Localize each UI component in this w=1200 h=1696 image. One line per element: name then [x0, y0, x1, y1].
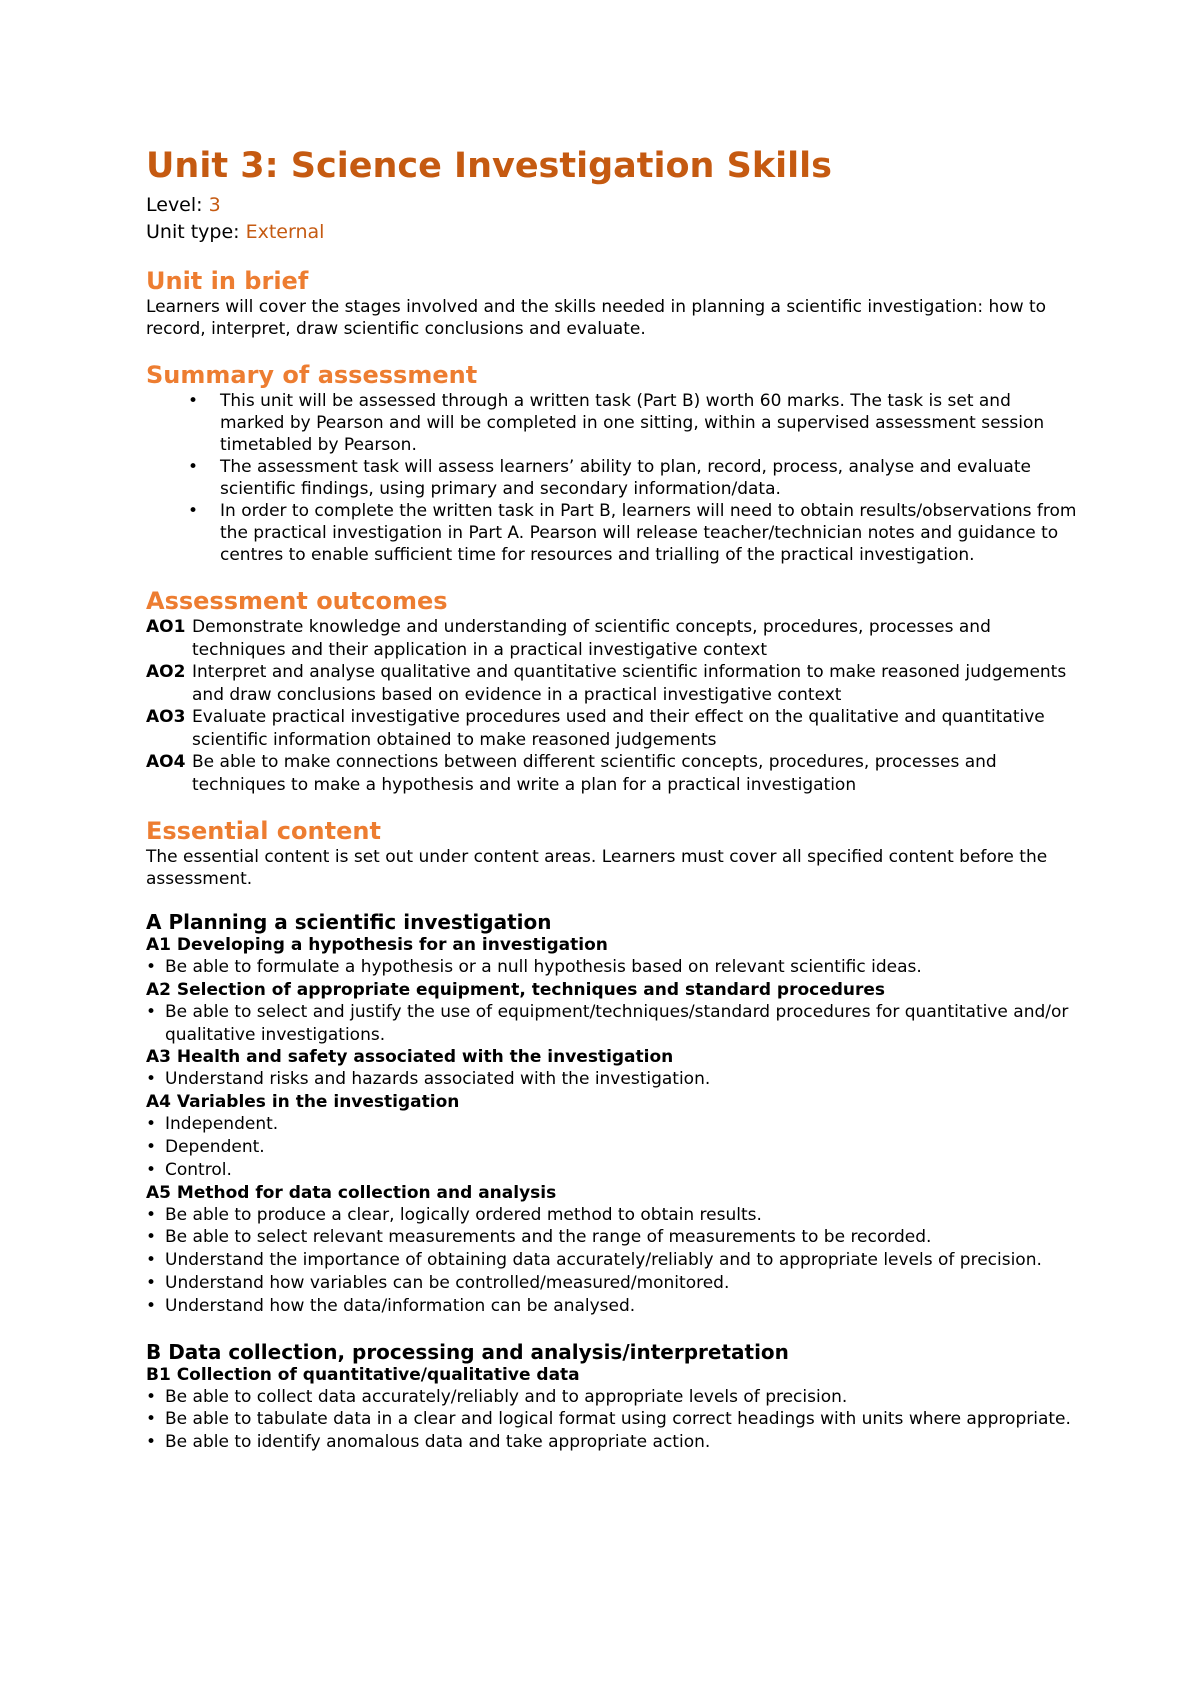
assessment-outcomes-list [146, 616, 1080, 796]
list-item: • Be able to collect data accurately/reliably and to appropriate levels of precision. [165, 1386, 1080, 1409]
essential-content-heading: Essential content [146, 817, 381, 845]
outcome-code: AO2 [146, 662, 186, 682]
list-item: • Understand how variables can be controlled/measured/monitored. [165, 1272, 1080, 1295]
level-label: Level: [146, 194, 203, 216]
a2-list [146, 1001, 1080, 1047]
unit-level [146, 192, 1080, 219]
unit-title: Unit 3: Science Investigation Skills [146, 146, 832, 186]
a4-title: A4 Variables in the investigation [146, 1092, 460, 1113]
outcome-code: AO1 [146, 617, 186, 637]
summary-of-assessment-heading: Summary of assessment [146, 361, 478, 389]
unit-in-brief-heading: Unit in brief [146, 267, 309, 295]
b1-list [146, 1386, 1080, 1454]
a4-list [146, 1113, 1080, 1181]
outcome-text: Evaluate practical investigative procedures used and their effect on the qualitative and quantitative scientific information obtained to make reasoned judgements [192, 707, 1045, 750]
unit-type [146, 219, 1080, 246]
a1-title: A1 Developing a hypothesis for an investigation [146, 935, 608, 955]
outcome-row [146, 706, 1080, 751]
outcome-code: AO4 [146, 752, 186, 772]
list-item: • Be able to tabulate data in a clear and logical format using correct headings with units where appropriate. [165, 1408, 1080, 1431]
list-item: • Understand risks and hazards associated with the investigation. [165, 1068, 1080, 1091]
list-item: • Dependent. [165, 1136, 1080, 1159]
summary-item: • The assessment task will assess learners’ ability to plan, record, process, analyse and evaluate scientific findings, using primary and secondary information/data. [220, 456, 1080, 500]
a3-title: A3 Health and safety associated with the investigation [146, 1047, 674, 1068]
list-item: • Understand how the data/information can be analysed. [165, 1295, 1080, 1318]
b1-title: B1 Collection of quantitative/qualitative data [146, 1364, 580, 1385]
outcome-row [146, 751, 1080, 796]
a1-list [146, 956, 1080, 979]
a5-list [146, 1204, 1080, 1318]
section-b-title: B Data collection, processing and analysis/interpretation [146, 1339, 789, 1364]
type-value: External [245, 221, 325, 243]
list-item: • Be able to identify anomalous data and take appropriate action. [165, 1431, 1080, 1454]
outcome-text: Be able to make connections between different scientific concepts, procedures, processes and techniques to make a hypothesis and write a plan for a practical investigation [192, 752, 997, 795]
assessment-outcomes-heading: Assessment outcomes [146, 587, 448, 615]
list-item: • Independent. [165, 1113, 1080, 1136]
summary-item: • In order to complete the written task in Part B, learners will need to obtain results/observations from the practical investigation in Part A. Pearson will release teacher/technician notes and guidance to centres to enable sufficient time for resources and trialling of the practical investigation. [220, 500, 1080, 566]
outcome-text: Interpret and analyse qualitative and quantitative scientific information to make reasoned judgements and draw conclusions based on evidence in a practical investigative context [192, 662, 1067, 705]
list-item: • Understand the importance of obtaining data accurately/reliably and to appropriate levels of precision. [165, 1249, 1080, 1272]
level-value: 3 [208, 194, 221, 216]
outcome-row [146, 661, 1080, 706]
outcome-row [146, 616, 1080, 661]
essential-content-intro: The essential content is set out under content areas. Learners must cover all specified content before the assessment. [146, 847, 1048, 889]
outcome-code: AO3 [146, 707, 186, 727]
section-a-title: A Planning a scientific investigation [146, 910, 552, 934]
list-item: • Be able to select relevant measurements and the range of measurements to be recorded. [165, 1226, 1080, 1249]
unit-in-brief-text: Learners will cover the stages involved and the skills needed in planning a scientific investigation: how to record, interpret, draw scientific conclusions and evaluate. [146, 297, 1047, 339]
list-item: • Control. [165, 1159, 1080, 1182]
summary-list [146, 390, 1080, 566]
summary-item: • This unit will be assessed through a written task (Part B) worth 60 marks. The task is set and marked by Pearson and will be completed in one sitting, within a supervised assessment session timetabled by Pearson. [220, 390, 1080, 456]
a2-title: A2 Selection of appropriate equipment, techniques and standard procedures [146, 979, 886, 1000]
outcome-text: Demonstrate knowledge and understanding of scientific concepts, procedures, processes and techniques and their application in a practical investigative context [192, 617, 991, 660]
list-item: • Be able to select and justify the use of equipment/techniques/standard procedures for quantitative and/or qualitative investigations. [165, 1001, 1080, 1047]
type-label: Unit type: [146, 221, 240, 243]
list-item: • Be able to produce a clear, logically ordered method to obtain results. [165, 1204, 1080, 1227]
a5-title: A5 Method for data collection and analysis [146, 1182, 557, 1203]
a3-list [146, 1068, 1080, 1091]
list-item: • Be able to formulate a hypothesis or a null hypothesis based on relevant scientific ideas. [165, 956, 1080, 979]
